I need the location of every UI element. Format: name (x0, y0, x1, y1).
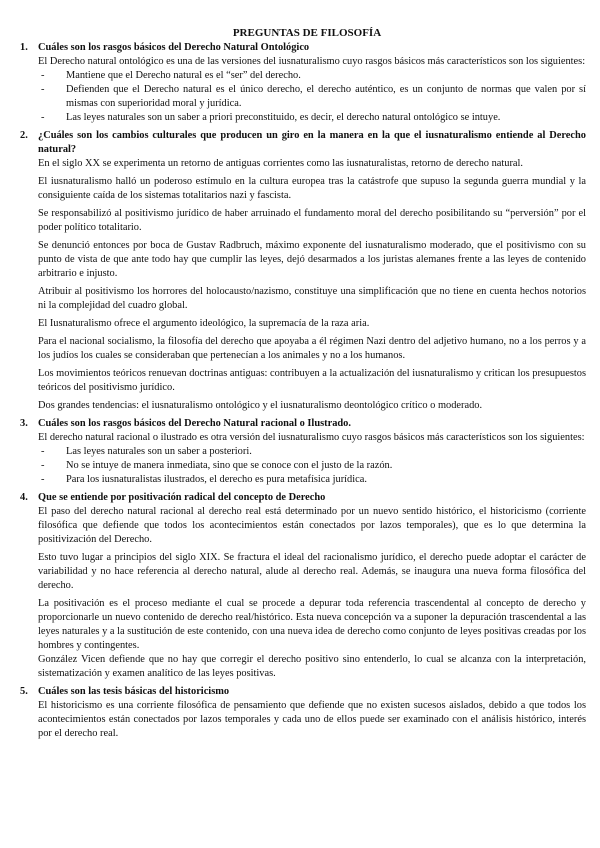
question-number: 1. (20, 42, 28, 53)
question-heading (20, 41, 586, 55)
question-section-1 (20, 41, 586, 125)
list-item: - Las leyes naturales son un saber a priori preconstituido, es decir, el derecho natural ontológico se intuye. (41, 112, 501, 123)
paragraph: El iusnaturalismo halló un poderoso estímulo en la cultura europea tras la catástrofe que supuso la segunda guerra mundial y la consiguiente caída de los sistemas totalitarios nazi y fascista. (38, 176, 586, 201)
question-heading (20, 491, 586, 505)
document-title: PREGUNTAS DE FILOSOFÍA (232, 27, 382, 39)
paragraph: Se denunció entonces por boca de Gustav Radbruch, máximo exponente del iusnaturalismo moderado, que el positivismo con su punto de vista de que ante todo hay que cumplir las leyes, dejó desarmados a los juristas alemanes frente a las leyes de contenido arbitrario e injusto. (38, 240, 586, 279)
paragraph: Atribuir al positivismo los horrores del holocausto/nazismo, constituye una simplificación que no tiene en cuenta hechos notorios ni la complejidad del cuadro global. (38, 286, 586, 311)
list-item: - No se intuye de manera inmediata, sino que se conoce con el justo de la razón. (41, 460, 393, 471)
question-text: Que se entiende por positivación radical del concepto de Derecho (38, 492, 326, 503)
paragraph: El paso del derecho natural racional al derecho real está determinado por un nuevo sentido histórico, el historicismo (corriente filosófica que defiende que todos los acontecimientos están conectados por lazos temporales), que es lo que determina la positivización del Derecho. (38, 506, 586, 545)
paragraph: Para el nacional socialismo, la filosofía del derecho que apoyaba a él régimen Nazi dentro del adjetivo humano, no a los perros y a los judíos los cuales se consideraban que pertenecían a los animales y no a los humanos. (38, 336, 586, 361)
list-item: - Defienden que el Derecho natural es el único derecho, el derecho auténtico, es un conjunto de normas que valen por sí mismas con superioridad moral y jurídica. (41, 84, 586, 109)
question-heading (20, 129, 586, 157)
question-heading (20, 417, 586, 431)
paragraph: Dos grandes tendencias: el iusnaturalismo ontológico y el iusnaturalismo deontológico crítico o moderado. (38, 400, 483, 411)
question-section-5 (20, 685, 586, 741)
question-number: 3. (20, 418, 28, 429)
paragraph: El derecho natural racional o ilustrado es otra versión del iusnaturalismo cuyo rasgos básicos más característicos son los siguientes: (38, 432, 585, 443)
question-text: Cuáles son las tesis básicas del historicismo (38, 686, 230, 697)
paragraph: En el siglo XX se experimenta un retorno de antiguas corrientes como las iusnaturalistas, retorno de derecho natural. (38, 158, 524, 169)
paragraph: La positivación es el proceso mediante el cual se procede a depurar toda referencia trascendental al concepto de derecho y proporcionarle un nuevo contenido de derecho real/histórico. Esta nueva concepción va a suponer la depuración trascendental a las leyes naturales y a la sustitución de este contenido, con una nueva idea de derecho como conjunto de leyes positivas creadas por los hombres y contingentes. (38, 598, 586, 651)
list-item: - Para los iusnaturalistas ilustrados, el derecho es pura metafísica jurídica. (41, 474, 367, 485)
question-section-2 (20, 129, 586, 413)
question-text: Cuáles son los rasgos básicos del Derecho Natural Ontológico (38, 42, 310, 53)
question-text: Cuáles son los rasgos básicos del Derecho Natural racional o Ilustrado. (38, 418, 351, 429)
list-item: - Mantiene que el Derecho natural es el “ser” del derecho. (41, 70, 301, 81)
question-section-3 (20, 417, 586, 487)
paragraph: El Iusnaturalismo ofrece el argumento ideológico, la supremacía de la raza aria. (38, 318, 370, 329)
question-heading (20, 685, 586, 699)
question-number: 4. (20, 492, 28, 503)
paragraph: El historicismo es una corriente filosófica de pensamiento que defiende que no existen sucesos aislados, debido a que todos los acontecimientos están conectados por lazos temporales y cada uno de ellos puede ser examinado con el análisis histórico, interés por el derecho real. (38, 700, 586, 739)
bullet-list (38, 445, 586, 487)
document-page (20, 26, 586, 745)
question-number: 2. (20, 130, 28, 141)
paragraph: Esto tuvo lugar a principios del siglo XIX. Se fractura el ideal del racionalismo jurídico, el derecho puede adoptar el carácter de variabilidad y no hace referencia al derecho natural, alude al derecho real. Además, se inaugura una nueva forma filosófica del derecho. (38, 552, 586, 591)
paragraph: El Derecho natural ontológico es una de las versiones del iusnaturalismo cuyo rasgos básicos más característicos son los siguientes: (38, 56, 586, 67)
paragraph: Se responsabilizó al positivismo jurídico de haber arruinado el fundamento moral del derecho posibilitando su “perversión” por el poder político totalitario. (38, 208, 586, 233)
question-text: ¿Cuáles son los cambios culturales que producen un giro en la manera en la que el iusnaturalismo entiende al Derecho natural? (38, 130, 586, 155)
paragraph: Los movimientos teóricos renuevan doctrinas antiguas: contribuyen a la actualización del iusnaturalismo y critican los presupuestos teóricos del positivismo jurídico. (38, 368, 586, 393)
question-section-4 (20, 491, 586, 681)
question-number: 5. (20, 686, 28, 697)
list-item: - Las leyes naturales son un saber a posteriori. (41, 446, 252, 457)
bullet-list (38, 69, 586, 125)
paragraph: González Vicen defiende que no hay que corregir el derecho positivo sino entenderlo, lo cual se alcanza con la interpretación, sistematización y examen analítico de las leyes positivas. (38, 654, 586, 679)
